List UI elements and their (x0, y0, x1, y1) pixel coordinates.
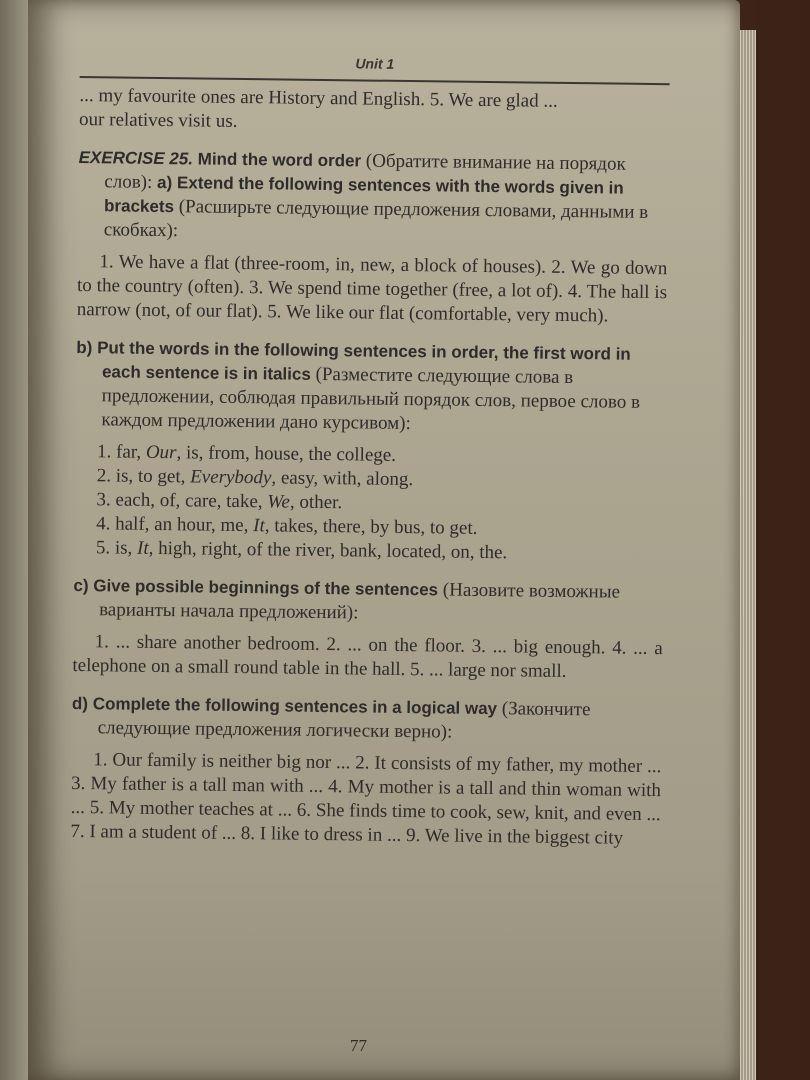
list-item: 1. far, Our, is, from, house, the college. (96, 441, 397, 466)
part-d-instruction-ru: (Закончите следующие предложения логически верно): (97, 698, 591, 743)
part-d-marker: d) (71, 693, 89, 714)
part-d-text: 1. Our family is neither big nor ... 2. It consists of my father, my mother ... 3. My father is a tall man with ... 4. My mother is a tall and thin woman with ... 5. My mother teaches at ... 6. She finds time to cook, sew, knit, and even ... 7. I am a student of ... 8. I like to dress in ... 9. We live in the biggest city (70, 749, 662, 849)
book-page (28, 0, 740, 1080)
part-b-instruction-ru: (Разместите следующие слова в предложении, соблюдая правильный порядок слов, первое слово в каждом предложении дано курсивом): (101, 363, 641, 435)
part-a-instruction: Extend the following sentences with the words given in brackets (103, 173, 624, 217)
exercise-title-ru: (Обратите внимание на порядок слов): (104, 150, 626, 193)
part-c-text: 1. ... share another bedroom. 2. ... on the floor. 3. ... big enough. 4. ... a telephone on a small round table in the hall. 5. ... large nor small. (72, 631, 663, 682)
italic-first-word: Everybody (190, 466, 272, 489)
italic-first-word: It (253, 515, 265, 537)
page-number: 77 (350, 1036, 367, 1055)
part-b-heading (75, 336, 666, 439)
list-item: 5. is, It, high, right, of the river, bank, located, on, the. (95, 537, 508, 564)
part-c-heading (73, 574, 664, 629)
part-c-instruction: Give possible beginnings of the sentences (93, 576, 439, 600)
part-b-instruction: Put the words in the following sentences in order, the first word in each sentence is in italics (97, 338, 631, 384)
part-d-heading (72, 692, 663, 747)
part-a-text: 1. We have a flat (three-room, in, new, a block of houses). 2. We go down to the country (often). 3. We spend time together (free, a lot of). 4. The hall is narrow (not, of our flat). 5. We like our flat (comfortable, very much). (76, 251, 668, 327)
exercise-title: Mind the word order (197, 149, 362, 171)
exercise-label: EXERCISE 25. (78, 147, 194, 169)
page-content (70, 48, 670, 865)
continuation-line: our relatives visit us. (78, 108, 238, 132)
list-item: 3. each, of, care, take, We, other. (96, 489, 343, 514)
part-c-marker: c) (73, 575, 89, 596)
page-stack-edge (740, 30, 756, 1080)
italic-first-word: We (267, 491, 291, 513)
continuation-line: ... my favourite ones are History and English. 5. We are glad ... (79, 84, 558, 112)
part-d-instruction: Complete the following sentences in a logical way (92, 694, 498, 719)
list-item: 2. is, to get, Everybody, easy, with, along. (96, 465, 414, 491)
part-b-list (74, 440, 665, 567)
part-a-marker: a) (156, 172, 173, 193)
italic-first-word: Our (145, 441, 177, 464)
continuation-text (79, 84, 670, 139)
exercise-heading (78, 146, 669, 249)
part-b-marker: b) (76, 337, 93, 358)
part-c-instruction-ru: (Назовите возможные варианты начала предложений): (99, 579, 621, 624)
running-head: Unit 1 (80, 48, 670, 85)
part-a-instruction-ru: (Расширьте следующие предложения словами, данными в скобках): (103, 196, 649, 242)
list-item: 4. half, an hour, me, It, takes, there, by bus, to get. (96, 513, 478, 539)
italic-first-word: It (136, 537, 149, 559)
